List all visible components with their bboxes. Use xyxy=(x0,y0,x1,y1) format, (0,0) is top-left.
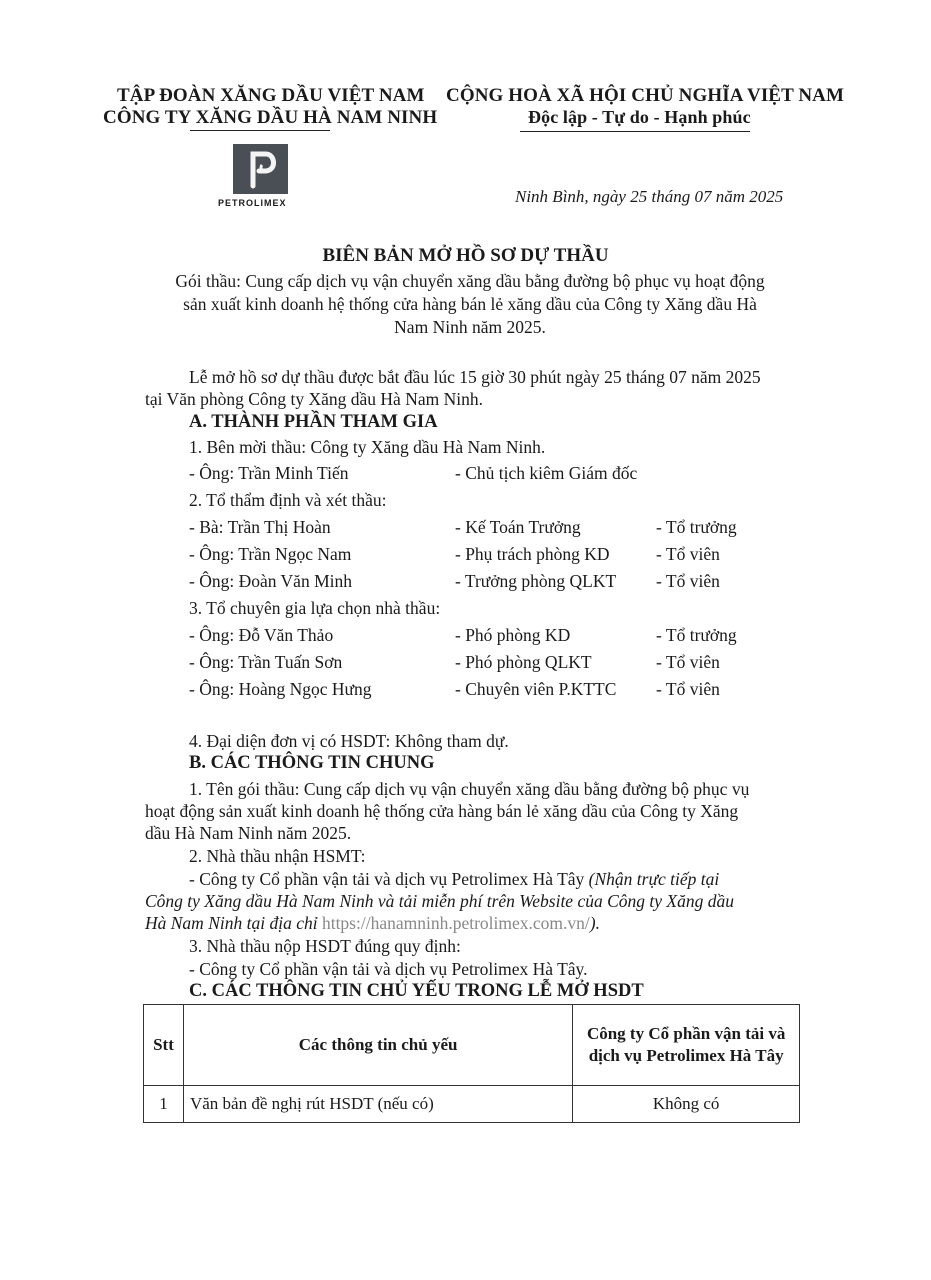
cell-stt: 1 xyxy=(144,1086,184,1123)
org-parent: TẬP ĐOÀN XĂNG DẦU VIỆT NAM xyxy=(117,85,425,106)
b-item-2-contractor-line xyxy=(189,869,719,890)
table-header-row xyxy=(144,1005,800,1086)
member-team-role: - Tổ viên xyxy=(656,544,720,564)
group-3-label: 3. Tổ chuyên gia lựa chọn nhà thầu: xyxy=(189,598,441,618)
b-item-1-line-3: dầu Hà Nam Ninh năm 2025. xyxy=(145,823,352,843)
petrolimex-logo xyxy=(233,144,288,194)
org-underline xyxy=(190,130,330,131)
contractor-name: - Công ty Cổ phần vận tải và dịch vụ Petrolimex Hà Tây xyxy=(189,869,585,889)
member-role: - Phó phòng KD xyxy=(455,625,571,645)
member-role: - Chủ tịch kiêm Giám đốc xyxy=(455,463,638,483)
member-role: - Phụ trách phòng KD xyxy=(455,544,610,564)
table-row xyxy=(144,1086,800,1123)
section-a-heading: A. THÀNH PHẦN THAM GIA xyxy=(189,412,438,432)
cell-value: Không có xyxy=(573,1086,800,1123)
section-b-heading: B. CÁC THÔNG TIN CHUNG xyxy=(189,753,435,773)
b-item-3-contractor: - Công ty Cổ phần vận tải và dịch vụ Petrolimex Hà Tây. xyxy=(189,959,588,979)
group-2-label: 2. Tổ thẩm định và xét thầu: xyxy=(189,490,387,510)
address-suffix: ). xyxy=(589,913,600,933)
header-company: Công ty Cổ phần vận tải và dịch vụ Petrolimex Hà Tây xyxy=(573,1005,800,1086)
logo-wordmark: PETROLIMEX xyxy=(218,198,287,208)
motto: Độc lập - Tự do - Hạnh phúc xyxy=(528,107,751,127)
member-name: - Ông: Hoàng Ngọc Hưng xyxy=(189,679,372,699)
header-stt: Stt xyxy=(144,1005,184,1086)
member-name: - Ông: Trần Ngọc Nam xyxy=(189,544,352,564)
opening-line-2: tại Văn phòng Công ty Xăng dầu Hà Nam Ninh. xyxy=(145,389,483,409)
member-role: - Kế Toán Trưởng xyxy=(455,517,581,537)
member-role: - Chuyên viên P.KTTC xyxy=(455,679,617,699)
motto-underline xyxy=(520,131,750,132)
date-line: Ninh Bình, ngày 25 tháng 07 năm 2025 xyxy=(515,187,784,206)
package-line-1: Gói thầu: Cung cấp dịch vụ vận chuyển xăng dầu bằng đường bộ phục vụ hoạt động xyxy=(175,271,765,291)
document-title: BIÊN BẢN MỞ HỒ SƠ DỰ THẦU xyxy=(322,245,609,266)
nation-title: CỘNG HOÀ XÃ HỘI CHỦ NGHĨA VIỆT NAM xyxy=(446,85,845,106)
member-name: - Ông: Đoàn Văn Minh xyxy=(189,571,352,591)
petrolimex-emblem-icon xyxy=(233,144,288,194)
member-role: - Trưởng phòng QLKT xyxy=(455,571,617,591)
member-team-role: - Tổ trưởng xyxy=(656,625,737,645)
cell-info: Văn bản đề nghị rút HSDT (nếu có) xyxy=(183,1086,572,1123)
group-1-label: 1. Bên mời thầu: Công ty Xăng dầu Hà Nam Ninh. xyxy=(189,437,546,457)
member-team-role: - Tổ trưởng xyxy=(656,517,737,537)
member-name: - Ông: Trần Tuấn Sơn xyxy=(189,652,343,672)
member-team-role: - Tổ viên xyxy=(656,679,720,699)
package-line-3: Nam Ninh năm 2025. xyxy=(394,317,546,337)
receive-note: (Nhận trực tiếp tại xyxy=(588,869,720,889)
bid-info-table xyxy=(143,1004,800,1123)
receive-note-line-3 xyxy=(145,913,600,934)
member-role: - Phó phòng QLKT xyxy=(455,652,592,672)
b-item-1-line-1: 1. Tên gói thầu: Cung cấp dịch vụ vận chuyển xăng dầu bằng đường bộ phục vụ xyxy=(189,779,750,799)
member-team-role: - Tổ viên xyxy=(656,652,720,672)
b-item-1-line-2: hoạt động sản xuất kinh doanh hệ thống cửa hàng bán lẻ xăng dầu của Công ty Xăng xyxy=(145,801,739,821)
website-link[interactable]: https://hanamninh.petrolimex.com.vn/ xyxy=(321,913,590,933)
member-name: - Bà: Trần Thị Hoàn xyxy=(189,517,331,537)
b-item-2-label: 2. Nhà thầu nhận HSMT: xyxy=(189,846,366,866)
group-4-label: 4. Đại diện đơn vị có HSDT: Không tham dự. xyxy=(189,731,509,751)
member-name: - Ông: Trần Minh Tiến xyxy=(189,463,349,483)
org-company: CÔNG TY XĂNG DẦU HÀ NAM NINH xyxy=(103,107,438,128)
member-name: - Ông: Đỗ Văn Thảo xyxy=(189,625,334,645)
receive-note-line-2: Công ty Xăng dầu Hà Nam Ninh và tải miễn phí trên Website của Công ty Xăng dầu xyxy=(145,891,734,911)
address-prefix: Hà Nam Ninh tại địa chỉ xyxy=(145,913,318,933)
section-c-heading: C. CÁC THÔNG TIN CHỦ YẾU TRONG LỄ MỞ HSDT xyxy=(189,981,644,1001)
b-item-3-label: 3. Nhà thầu nộp HSDT đúng quy định: xyxy=(189,936,461,956)
header-info: Các thông tin chủ yếu xyxy=(183,1005,572,1086)
member-team-role: - Tổ viên xyxy=(656,571,720,591)
package-line-2: sản xuất kinh doanh hệ thống cửa hàng bán lẻ xăng dầu của Công ty Xăng dầu Hà xyxy=(183,294,757,314)
opening-line-1: Lễ mở hồ sơ dự thầu được bắt đầu lúc 15 giờ 30 phút ngày 25 tháng 07 năm 2025 xyxy=(189,367,761,387)
